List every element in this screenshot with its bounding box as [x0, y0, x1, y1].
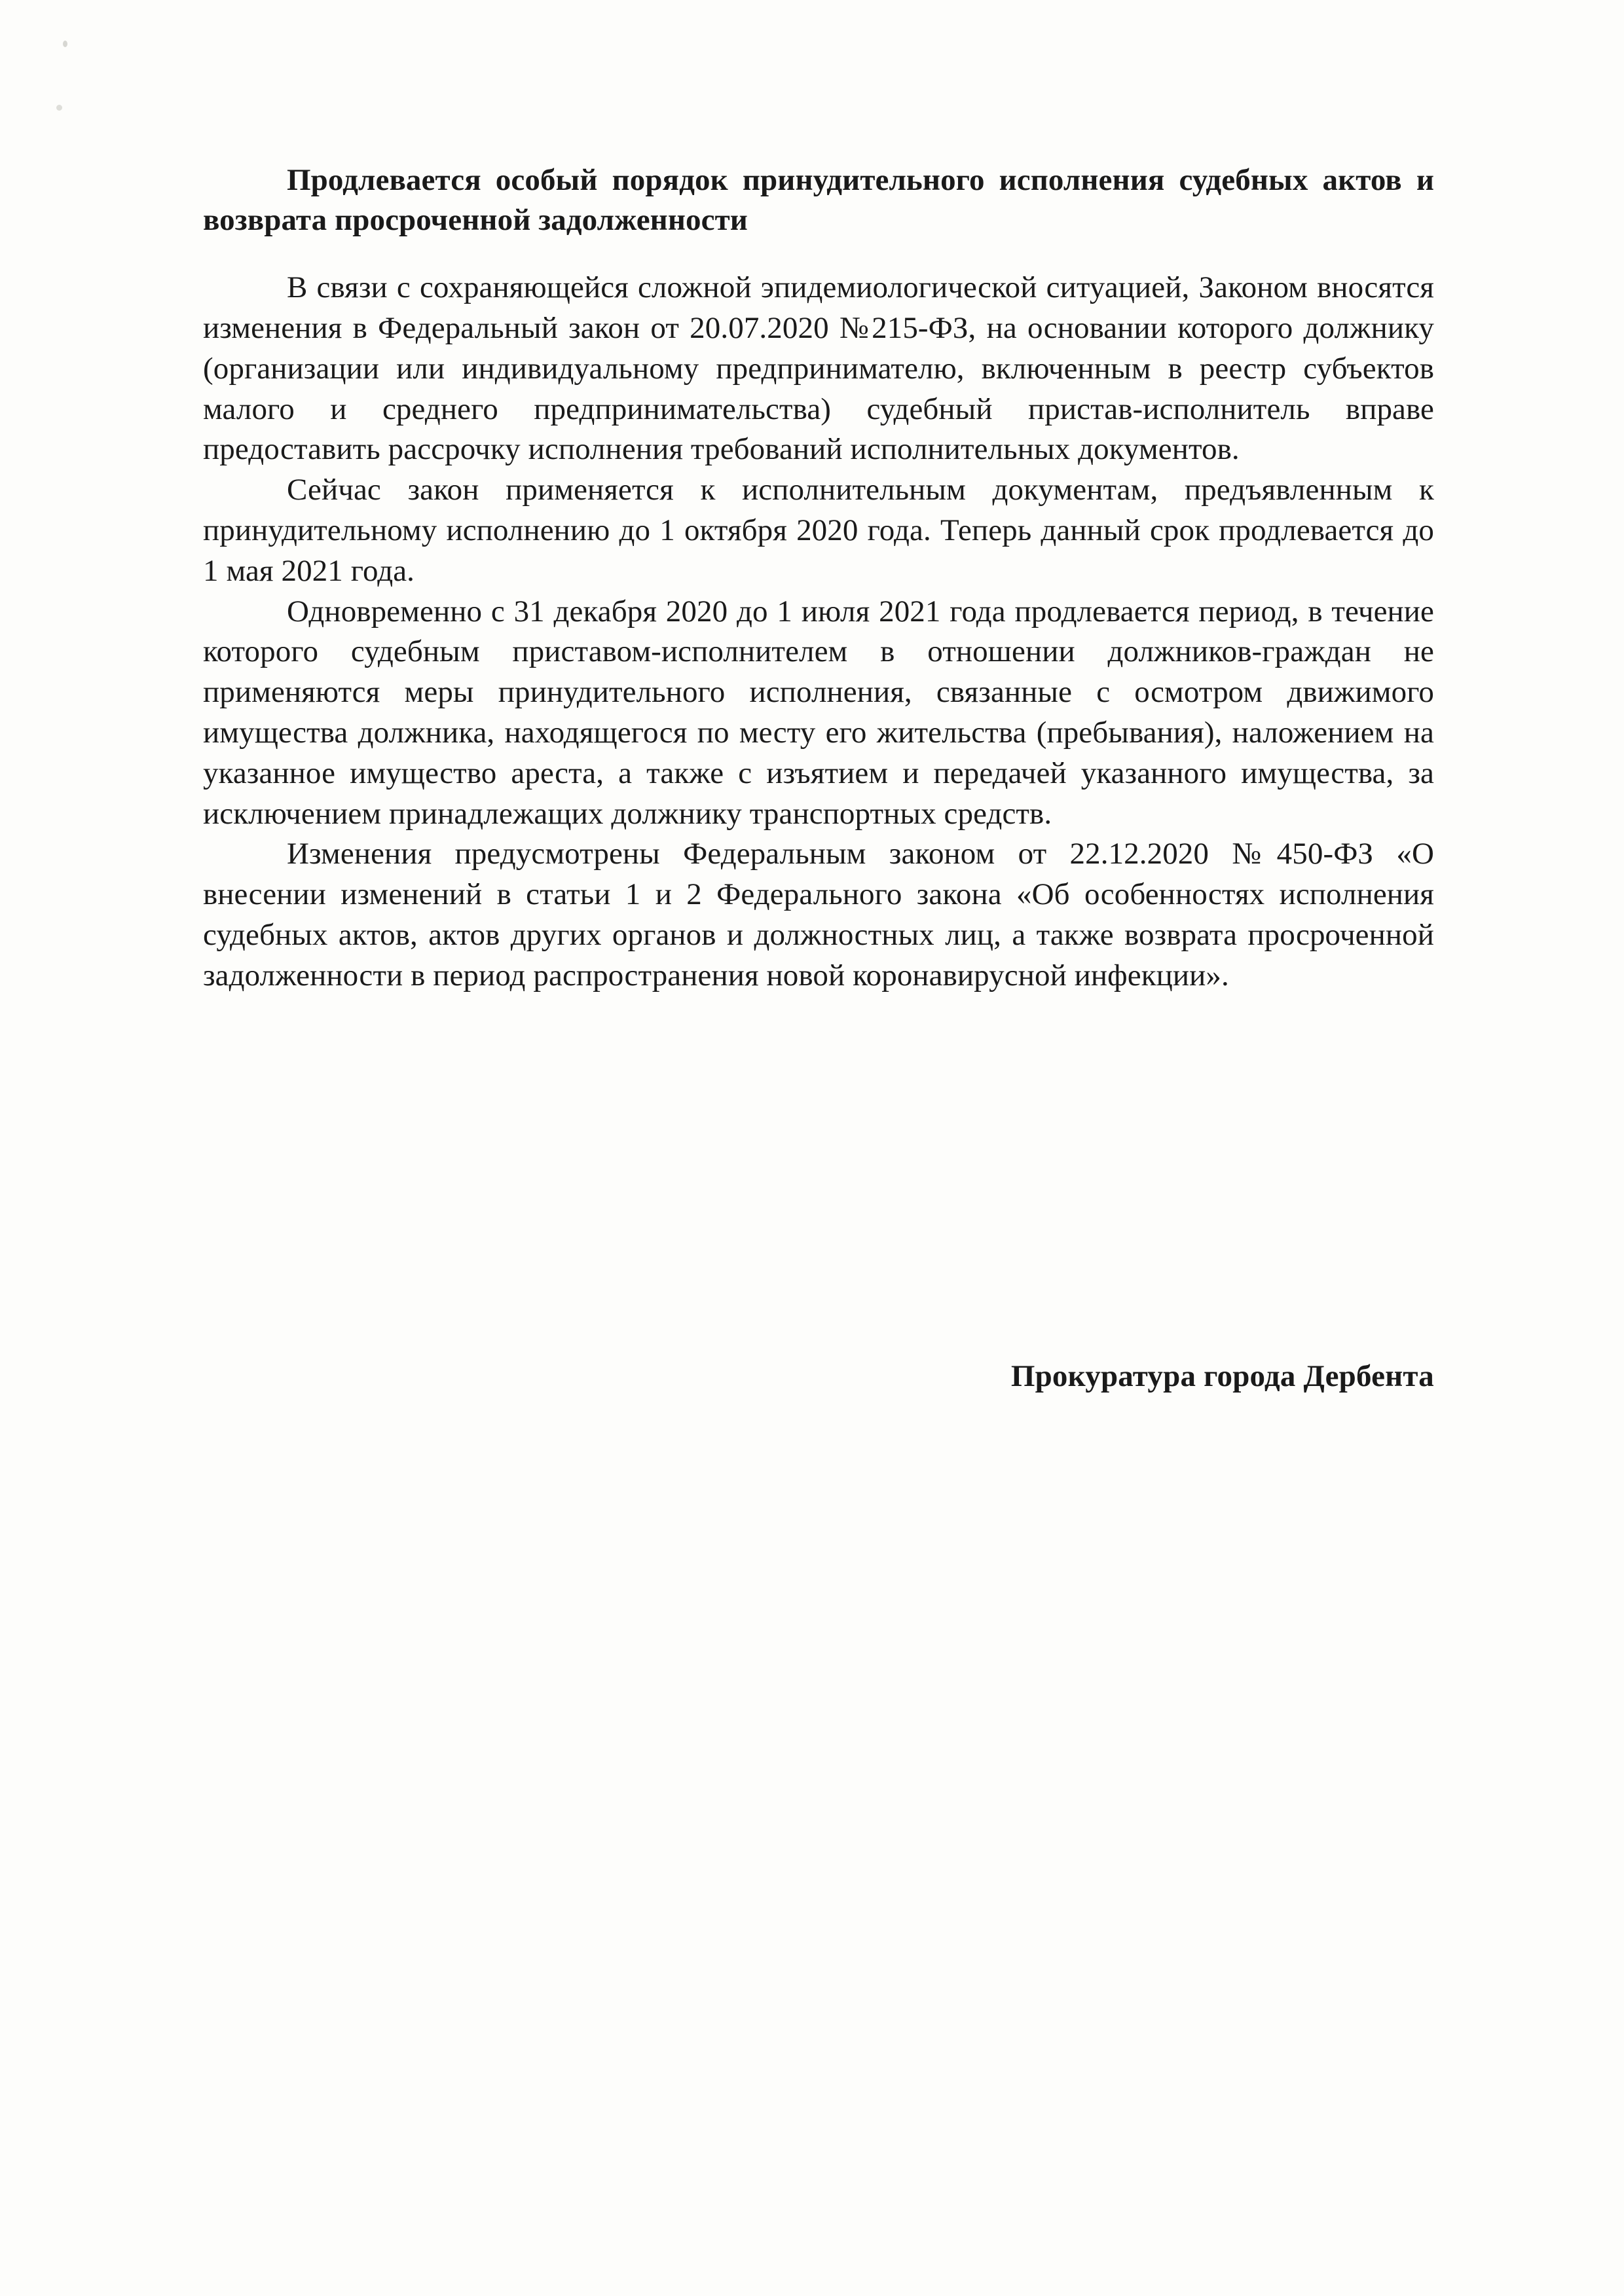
- scan-artifact-icon: [63, 41, 67, 47]
- page-title: Продлевается особый порядок принудительного исполнения судебных актов и возврата просроченной задолженности: [203, 163, 1434, 238]
- document-content: [203, 160, 1434, 996]
- paragraph: Одновременно с 31 декабря 2020 до 1 июля 2021 года продлевается период, в течение которого судебным приставом-исполнителем в отношении должников-граждан не применяются меры принудительного исполнения, связанные с осмотром движимого имущества должника, находящегося по месту его жительства (пребывания), наложением на указанное имущество ареста, а также с изъятием и передачей указанного имущества, за исключением принадлежащих должнику транспортных средств.: [203, 594, 1434, 831]
- paragraph: Изменения предусмотрены Федеральным законом от 22.12.2020 №450-ФЗ «О внесении изменений в статьи 1 и 2 Федерального закона «Об особенностях исполнения судебных актов, актов других органов и должностных лиц, а также возврата просроченной задолженности в период распространения новой коронавирусной инфекции».: [203, 837, 1434, 993]
- scan-artifact-icon: [56, 105, 62, 111]
- signature-line: Прокуратура города Дербента: [1010, 1359, 1434, 1393]
- paragraph: Сейчас закон применяется к исполнительным документам, предъявленным к принудительному исполнению до 1 октября 2020 года. Теперь данный срок продлевается до 1 мая 2021 года.: [203, 473, 1434, 588]
- paragraph: В связи с сохраняющейся сложной эпидемиологической ситуацией, Законом вносятся изменения в Федеральный закон от 20.07.2020 №215-ФЗ, на основании которого должнику (организации или индивидуальному предпринимателю, включенным в реестр субъектов малого и среднего предпринимательства) судебный пристав-исполнитель вправе предоставить рассрочку исполнения требований исполнительных документов.: [203, 270, 1434, 467]
